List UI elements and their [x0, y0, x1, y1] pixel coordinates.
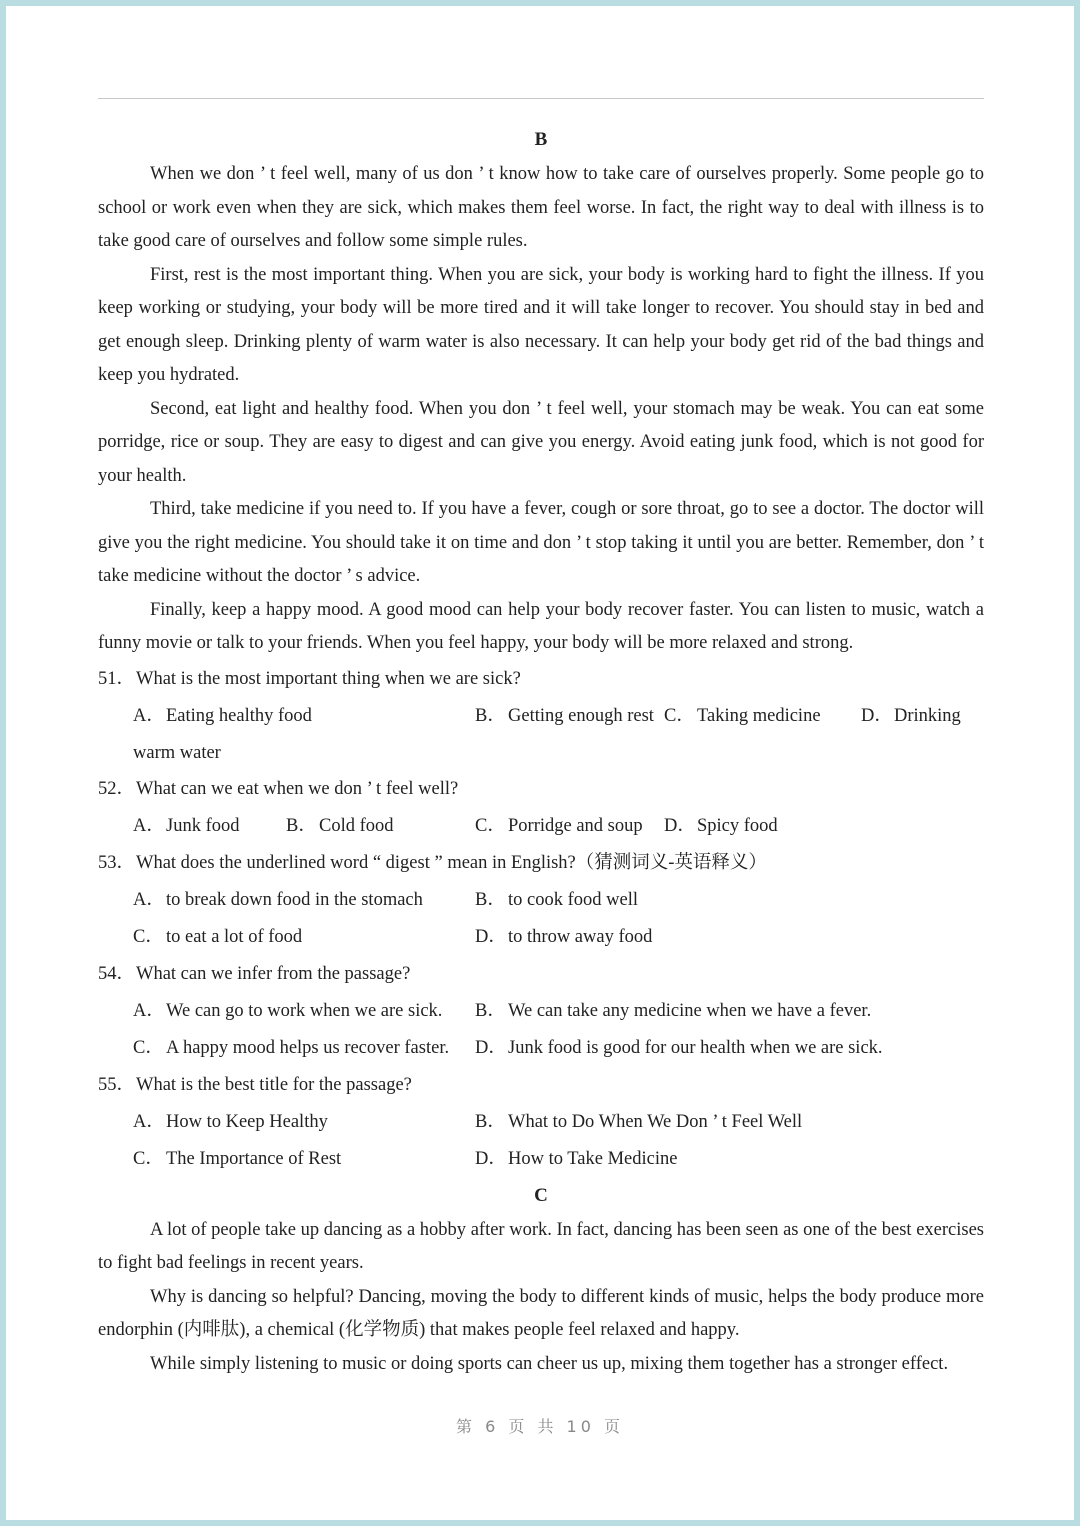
paragraph: A lot of people take up dancing as a hobby after work. In fact, dancing has been seen as one of the best exercises to fight bad feelings in recent years. [98, 1219, 984, 1273]
page-number: 第 6 页 共 10 页 [456, 1417, 624, 1436]
option-b: B． to cook food well [475, 889, 638, 910]
option-a: A．How to Keep Healthy [133, 1111, 328, 1132]
question-54 [98, 956, 984, 993]
question-text: What does the underlined word “ digest ” mean in English?（猜测词义-英语释义） [136, 852, 767, 873]
question-number: 54． [98, 963, 136, 984]
option-b: B． Cold food [286, 815, 394, 836]
option-a: A．to break down food in the stomach [133, 889, 423, 910]
option-d: D．Drinking [861, 705, 961, 726]
question-number: 51． [98, 668, 136, 689]
option-b: B． What to Do When We Don ’ t Feel Well [475, 1111, 803, 1132]
paragraph: Third, take medicine if you need to. If you have a fever, cough or sore throat, go to see a doctor. The doctor will give you the right medicine. You should take it on time and don ’ t stop taking it until you are better. Remember, don ’ t take medicine without the doctor ’ s advice. [98, 499, 984, 586]
question-53 [98, 845, 984, 882]
question-number: 53． [98, 852, 136, 873]
option-b: B． Getting enough rest [475, 705, 654, 726]
question-55-options-row1 [98, 1104, 984, 1141]
question-text: What is the most important thing when we are sick? [136, 668, 521, 689]
option-b: B． We can take any medicine when we have a fever. [475, 1000, 872, 1021]
paragraph: Finally, keep a happy mood. A good mood can help your body recover faster. You can listen to music, watch a funny movie or talk to your friends. When you feel happy, your body will be more relaxed and strong. [98, 599, 984, 653]
option-c: C． Porridge and soup [475, 815, 643, 836]
paragraph: When we don ’ t feel well, many of us don ’ t know how to take care of ourselves properly. Some people go to school or work even when they are sick, which makes them feel worse. In fact, the right way to deal with illness is to take good care of ourselves and follow some simple rules. [98, 164, 984, 251]
option-c: C． A happy mood helps us recover faster. [133, 1037, 450, 1058]
section-c-heading: C [534, 1184, 548, 1206]
question-text: What can we infer from the passage? [136, 963, 411, 984]
option-c: C． The Importance of Rest [133, 1148, 342, 1169]
option-d-continuation: warm water [133, 742, 221, 763]
paragraph: First, rest is the most important thing. When you are sick, your body is working hard to fight the illness. If you keep working or studying, your body will be more tired and it will take longer to recover. You should stay in bed and get enough sleep. Drinking plenty of warm water is also necessary. It can help your body get rid of the bad things and keep you hydrated. [98, 264, 984, 385]
option-c: C． Taking medicine [664, 705, 821, 726]
option-d: D．to throw away food [475, 926, 653, 947]
question-54-options-row2 [98, 1030, 984, 1067]
question-52 [98, 771, 984, 808]
question-51 [98, 661, 984, 698]
paragraph: Second, eat light and healthy food. When you don ’ t feel well, your stomach may be weak. You can eat some porridge, rice or soup. They are easy to digest and can give you energy. Avoid eating junk food, which is not good for your health. [98, 398, 984, 486]
option-c: C． to eat a lot of food [133, 926, 303, 947]
question-53-options-row1 [98, 882, 984, 919]
option-d: D．Junk food is good for our health when we are sick. [475, 1037, 883, 1058]
option-a: A．Junk food [133, 815, 240, 836]
option-a: A．Eating healthy food [133, 705, 312, 726]
question-55 [98, 1067, 984, 1104]
header-rule [98, 98, 984, 99]
question-54-options-row1 [98, 993, 984, 1030]
paragraph: Why is dancing so helpful? Dancing, moving the body to different kinds of music, helps the body produce more endorphin (内啡肽), a chemical (化学物质) that makes people feel relaxed and happy. [98, 1286, 984, 1340]
question-53-options-row2 [98, 919, 984, 956]
question-number: 52． [98, 778, 136, 799]
question-52-options [98, 808, 984, 845]
option-d: D．Spicy food [664, 815, 778, 836]
option-d: D．How to Take Medicine [475, 1148, 678, 1169]
option-a: A．We can go to work when we are sick. [133, 1000, 443, 1021]
paragraph: While simply listening to music or doing sports can cheer us up, mixing them together has a stronger effect. [150, 1353, 949, 1374]
section-b-heading: B [534, 129, 548, 150]
question-text: What can we eat when we don ’ t feel well? [136, 778, 459, 799]
page-content [98, 122, 984, 1381]
question-51-options [98, 698, 984, 735]
question-text: What is the best title for the passage? [136, 1074, 412, 1095]
question-55-options-row2 [98, 1141, 984, 1178]
question-number: 55． [98, 1074, 136, 1095]
